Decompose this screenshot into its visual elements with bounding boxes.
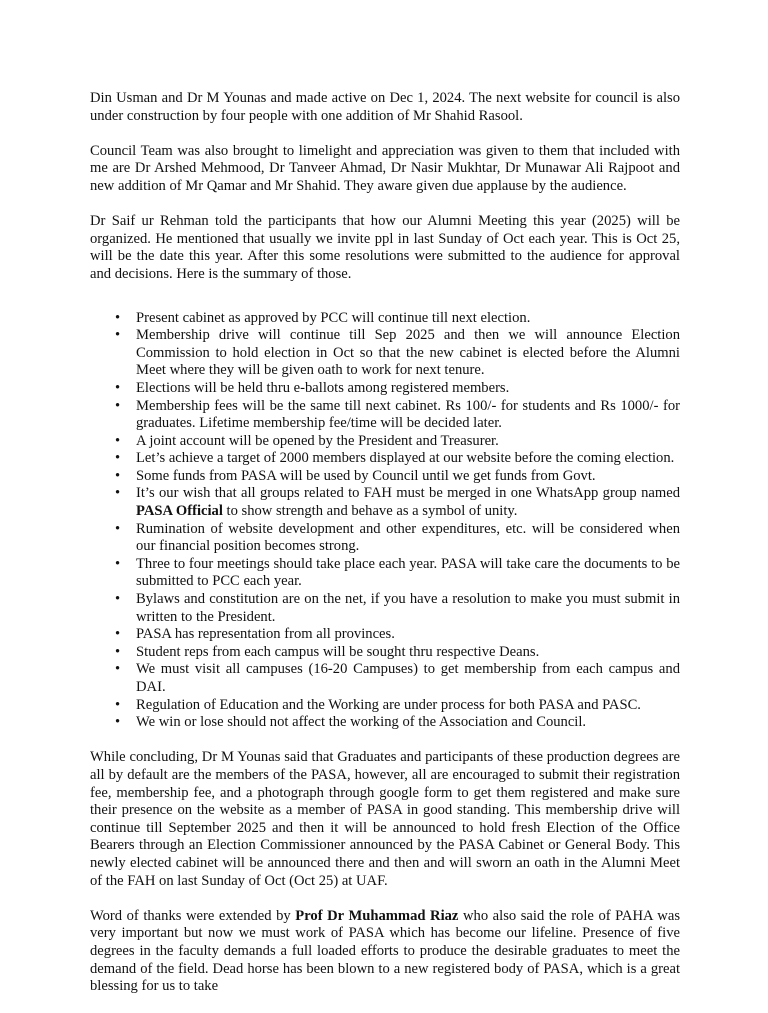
resolutions-list (90, 310, 680, 732)
list-item-text: Regulation of Education and the Working are under process for both PASA and PASC. (136, 696, 641, 713)
bullet-icon: • (115, 432, 121, 449)
list-item (90, 556, 680, 591)
bullet-icon: • (115, 626, 121, 643)
document-page (90, 90, 680, 1013)
list-item (90, 310, 680, 328)
list-item (90, 485, 680, 520)
list-item-text: Membership drive will continue till Sep 2025 and then we will announce Election Commission to hold election in Oct so that the new cabinet is elected before the Alumni Meet where they will be given oath to work for next tenure. (136, 327, 680, 379)
list-item (90, 626, 680, 644)
bullet-icon: • (115, 397, 121, 414)
bullet-icon: • (115, 485, 121, 502)
list-item-text: Present cabinet as approved by PCC will continue till next election. (136, 309, 531, 326)
bullet-icon: • (115, 450, 121, 467)
bullet-icon: • (115, 379, 121, 396)
bullet-icon: • (115, 696, 121, 713)
paragraph-word-of-thanks (90, 908, 680, 996)
paragraph-text: Word of thanks were extended by (90, 907, 296, 924)
list-item-text: Membership fees will be the same till next cabinet. Rs 100/- for students and Rs 1000/- for graduates. Lifetime membership fee/time will be decided later. (136, 397, 680, 432)
bullet-icon: • (115, 555, 121, 572)
list-item (90, 661, 680, 696)
list-item-text: PASA has representation from all provinces. (136, 626, 395, 643)
list-item (90, 450, 680, 468)
list-item (90, 468, 680, 486)
bullet-icon: • (115, 591, 121, 608)
bullet-icon: • (115, 327, 121, 344)
list-item-text: It’s our wish that all groups related to FAH must be merged in one WhatsApp group named (136, 485, 680, 502)
list-item-text: A joint account will be opened by the President and Treasurer. (136, 432, 499, 449)
list-item-text: Three to four meetings should take place each year. PASA will take care the documents to be submitted to PCC each year. (136, 555, 680, 590)
list-item-text: Let’s achieve a target of 2000 members displayed at our website before the coming election. (136, 450, 675, 467)
list-item-text: Bylaws and constitution are on the net, if you have a resolution to make you must submit in written to the President. (136, 591, 680, 625)
list-item (90, 327, 680, 380)
paragraph-website-update: Din Usman and Dr M Younas and made active on Dec 1, 2024. The next website for council is also under construction by four people with one addition of Mr Shahid Rasool. (90, 90, 680, 124)
paragraph-text: who also said the role of PAHA was very important but now we must work of PASA which has become our lifeline. Presence of five degrees in the faculty demands a full loaded efforts to produce the desirable graduates to meet the demand of the field. Dead horse has been blown to a new registered body of PASA, which is a great blessing for us to take (90, 907, 680, 995)
list-item (90, 714, 680, 732)
paragraph-alumni-meeting: Dr Saif ur Rehman told the participants that how our Alumni Meeting this year (2025) will be organized. He mentioned that usually we invite ppl in last Sunday of Oct each year. This is Oct 25, will be the date this year. After this some resolutions were submitted to the audience for approval and decisions. Here is the summary of those. (90, 213, 680, 282)
whatsapp-group-name: PASA Official (136, 503, 223, 520)
list-item (90, 433, 680, 451)
list-item (90, 380, 680, 398)
list-item (90, 521, 680, 556)
list-item-text: to show strength and behave as a symbol of unity. (222, 503, 518, 520)
paragraph-council-team: Council Team was also brought to limelight and appreciation was given to them that included with me are Dr Arshed Mehmood, Dr Tanveer Ahmad, Dr Nasir Mukhtar, Dr Munawar Ali Rajpoot and new addition of Mr Qamar and Mr Shahid. They aware given due applause by the audience. (90, 142, 680, 194)
bullet-icon: • (115, 643, 121, 660)
list-item-text: Some funds from PASA will be used by Council until we get funds from Govt. (136, 467, 596, 484)
bullet-icon: • (115, 661, 121, 678)
bullet-icon: • (115, 309, 121, 326)
list-item-text: Student reps from each campus will be sought thru respective Deans. (136, 643, 540, 660)
list-item (90, 398, 680, 433)
paragraph-concluding-remarks: While concluding, Dr M Younas said that Graduates and participants of these production degrees are all by default are the members of the PASA, however, all are encouraged to submit their registration fee, membership fee, and a photograph through google form to get them registered and make sure their presence on the website as a member of PASA in good standing. This membership drive will continue till September 2025 and then it will be announced to hold fresh Election of the Office Bearers through an Election Commissioner announced by the PASA Cabinet or General Body. This newly elected cabinet will be announced there and then and will sworn an oath in the Alumni Meet of the FAH on last Sunday of Oct (Oct 25) at UAF. (90, 749, 680, 889)
speaker-name: Prof Dr Muhammad Riaz (295, 907, 459, 924)
list-item (90, 644, 680, 662)
list-item (90, 697, 680, 715)
bullet-icon: • (115, 714, 121, 731)
bullet-icon: • (115, 520, 121, 537)
bullet-icon: • (115, 467, 121, 484)
list-item-text: Elections will be held thru e-ballots among registered members. (136, 379, 510, 396)
list-item (90, 591, 680, 626)
list-item-text: We must visit all campuses (16-20 Campuses) to get membership from each campus and DAI. (136, 661, 680, 695)
list-item-text: We win or lose should not affect the working of the Association and Council. (136, 714, 587, 731)
list-item-text: Rumination of website development and other expenditures, etc. will be considered when our financial position becomes strong. (136, 520, 680, 555)
